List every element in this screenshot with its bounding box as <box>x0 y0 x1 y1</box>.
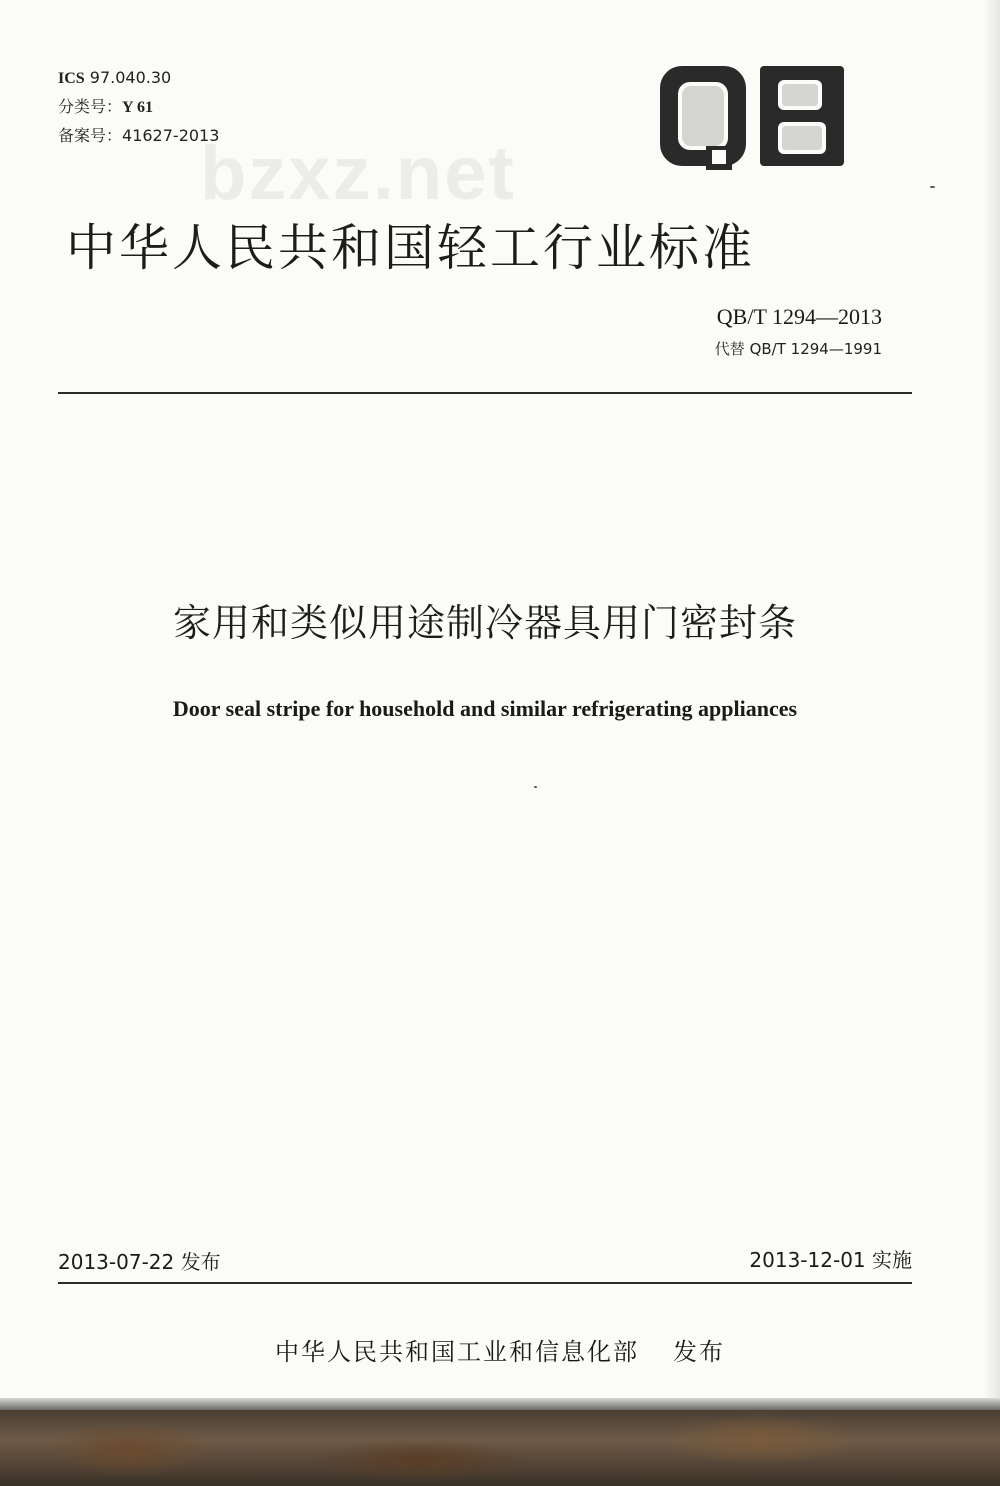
standard-number: QB/T 1294—2013 <box>716 304 882 329</box>
main-title: 中华人民共和国轻工行业标准 <box>66 219 755 277</box>
issuer-action: 发布 <box>673 1338 725 1366</box>
page-edge-shadow <box>984 0 1000 1400</box>
record-value: 41627-2013 <box>122 126 220 145</box>
bottom-rule <box>58 1282 912 1284</box>
record-label: 备案号： <box>58 126 123 145</box>
issuer-org: 中华人民共和国工业和信息化部 <box>275 1338 639 1366</box>
watermark: bzxz.net <box>200 131 516 216</box>
background-photo-strip <box>0 1410 1000 1486</box>
scan-speck <box>930 186 935 188</box>
ics-label: ICS <box>58 70 85 87</box>
issuer-line <box>0 1332 1000 1367</box>
classification-block <box>58 64 219 150</box>
implementation-date: 2013-12-01 实施 <box>749 1248 912 1272</box>
publish-date: 2013-07-22 发布 <box>58 1250 221 1274</box>
ics-row <box>58 64 219 93</box>
record-row <box>58 122 219 150</box>
english-title: Door seal stripe for household and similar refrigerating appliances <box>172 696 798 721</box>
ics-value: 97.040.30 <box>89 68 172 87</box>
qb-logo <box>656 62 848 178</box>
scan-speck <box>534 786 537 788</box>
chinese-title: 家用和类似用途制冷器具用门密封条 <box>172 601 797 645</box>
class-value: Y 61 <box>122 99 153 116</box>
top-rule <box>58 392 912 394</box>
class-row <box>58 93 219 122</box>
replaces-standard: 代替 QB/T 1294—1991 <box>714 340 882 358</box>
class-label: 分类号： <box>58 97 123 116</box>
